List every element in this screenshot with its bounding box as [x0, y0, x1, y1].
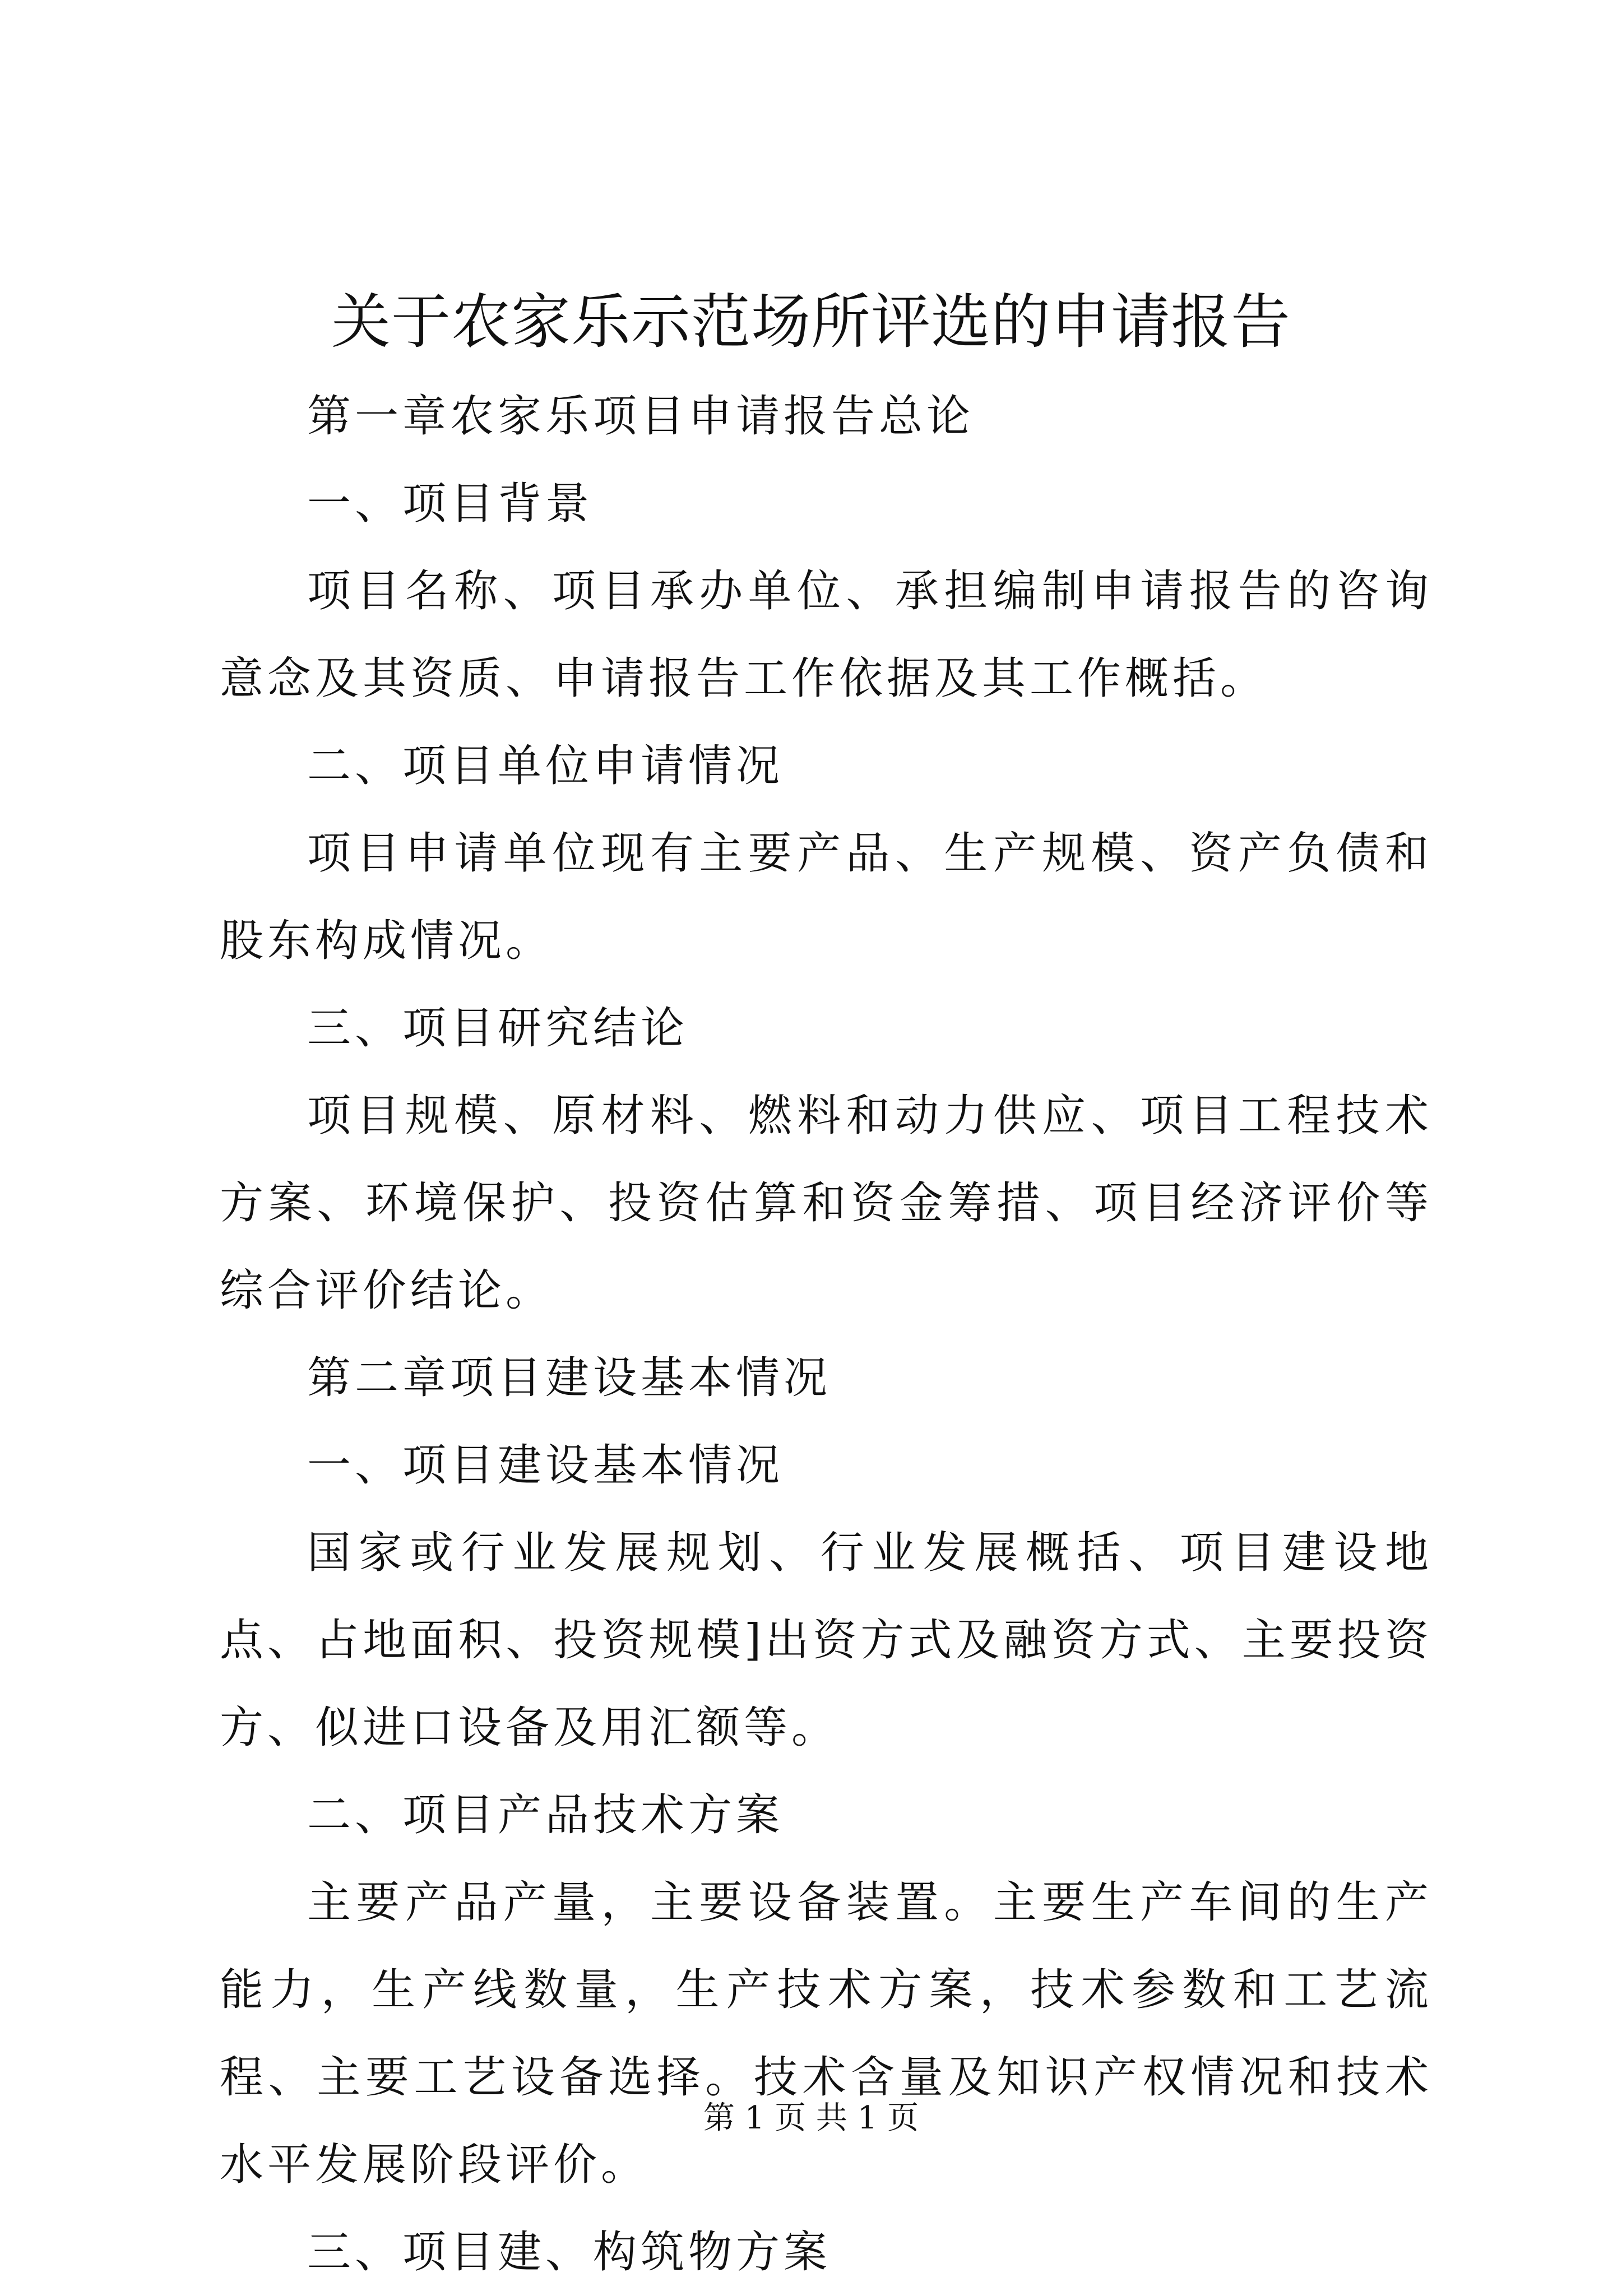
page-footer: 第 1 页 共 1 页 — [703, 2100, 919, 2136]
section-heading: 一、项目建设基本情况 — [307, 1440, 784, 1491]
body-paragraph: 项目规模、原材料、燃料和动力供应、项目工程技术方案、环境保护、投资估算和资金筹措、项目经济评价等综合评价结论。 — [220, 1091, 1433, 1316]
document-title: 关于农家乐示范场所评选的申请报告 — [331, 287, 1291, 356]
chapter-heading: 第二章项目建设基本情况 — [307, 1353, 832, 1403]
body-paragraph: 项目申请单位现有主要产品、生产规模、资产负债和股东构成情况。 — [220, 828, 1433, 966]
body-paragraph: 项目名称、项目承办单位、承担编制申请报告的咨询意念及其资质、申请报告工作依据及其工作概括。 — [220, 566, 1433, 704]
section-heading: 一、项目背景 — [307, 479, 594, 529]
document-body — [220, 373, 1433, 2296]
section-heading: 二、项目单位申请情况 — [307, 741, 784, 791]
section-heading: 二、项目产品技术方案 — [307, 1790, 784, 1840]
section-heading: 三、项目建、构筑物方案 — [307, 2227, 832, 2278]
body-paragraph: 主要产品产量，主要设备装置。主要生产车间的生产能力，生产线数量，生产技术方案，技术参数和工艺流程、主要工艺设备选择。技术含量及知识产权情况和技术水平发展阶段评价。 — [220, 1877, 1433, 2190]
body-paragraph: 国家或行业发展规划、行业发展概括、项目建设地点、占地面积、投资规模]出资方式及融资方式、主要投资方、似进口设备及用汇额等。 — [220, 1528, 1433, 1753]
chapter-heading: 第一章农家乐项目申请报告总论 — [307, 391, 975, 442]
section-heading: 三、项目研究结论 — [307, 1003, 689, 1054]
